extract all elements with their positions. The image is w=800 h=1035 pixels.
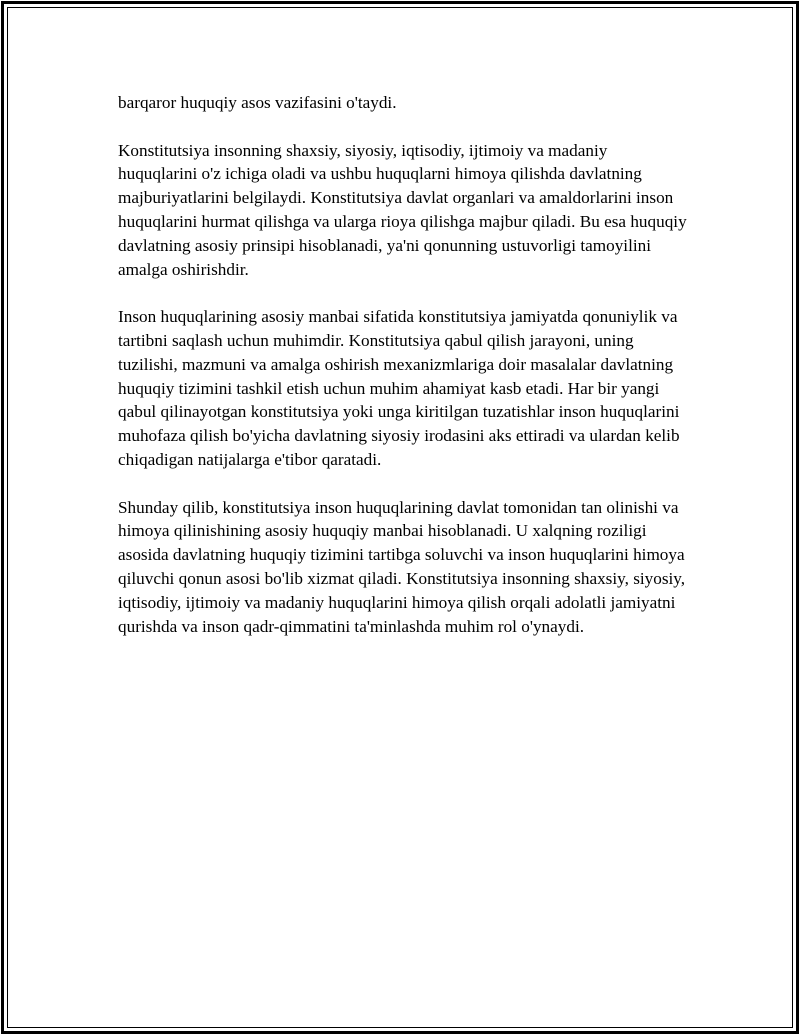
paragraph-continuation: barqaror huquqiy asos vazifasini o'taydi. <box>118 93 397 112</box>
paragraph-source-of-rights: Inson huquqlarining asosiy manbai sifatida konstitutsiya jamiyatda qonuniylik va tartibni saqlash uchun muhimdir. Konstitutsiya qabul qilish jarayoni, uning tuzilishi, mazmuni va amalga oshirish mexanizmlariga doir masalalar davlatning huquqiy tizimini tashkil etish uchun muhim ahamiyat kasb etadi. Har bir yangi qabul qilinayotgan konstitutsiya yoki unga kiritilgan tuzatishlar inson huquqlarini muhofaza qilish bo'yicha davlatning siyosiy irodasini aks ettiradi va ulardan kelib chiqadigan natijalarga e'tibor qaratadi. <box>118 307 680 469</box>
document-body <box>118 91 688 662</box>
paragraph-constitution-rights: Konstitutsiya insonning shaxsiy, siyosiy, iqtisodiy, ijtimoiy va madaniy huquqlarini o'z ichiga oladi va ushbu huquqlarni himoya qilishda davlatning majburiyatlarini belgilaydi. Konstitutsiya davlat organlari va amaldorlarini inson huquqlarini hurmat qilishga va ularga rioya qilishga majbur qiladi. Bu esa huquqiy davlatning asosiy prinsipi hisoblanadi, ya'ni qonunning ustuvorligi tamoyilini amalga oshirishdir. <box>118 140 687 279</box>
paragraph-conclusion: Shunday qilib, konstitutsiya inson huquqlarining davlat tomonidan tan olinishi va himoya qilinishining asosiy huquqiy manbai hisoblanadi. U xalqning roziligi asosida davlatning huquqiy tizimini tartibga soluvchi va inson huquqlarini himoya qiluvchi qonun asosi bo'lib xizmat qiladi. Konstitutsiya insonning shaxsiy, siyosiy, iqtisodiy, ijtimoiy va madaniy huquqlarini himoya qilish orqali adolatli jamiyatni qurishda va inson qadr-qimmatini ta'minlashda muhim rol o'ynaydi. <box>118 497 686 636</box>
